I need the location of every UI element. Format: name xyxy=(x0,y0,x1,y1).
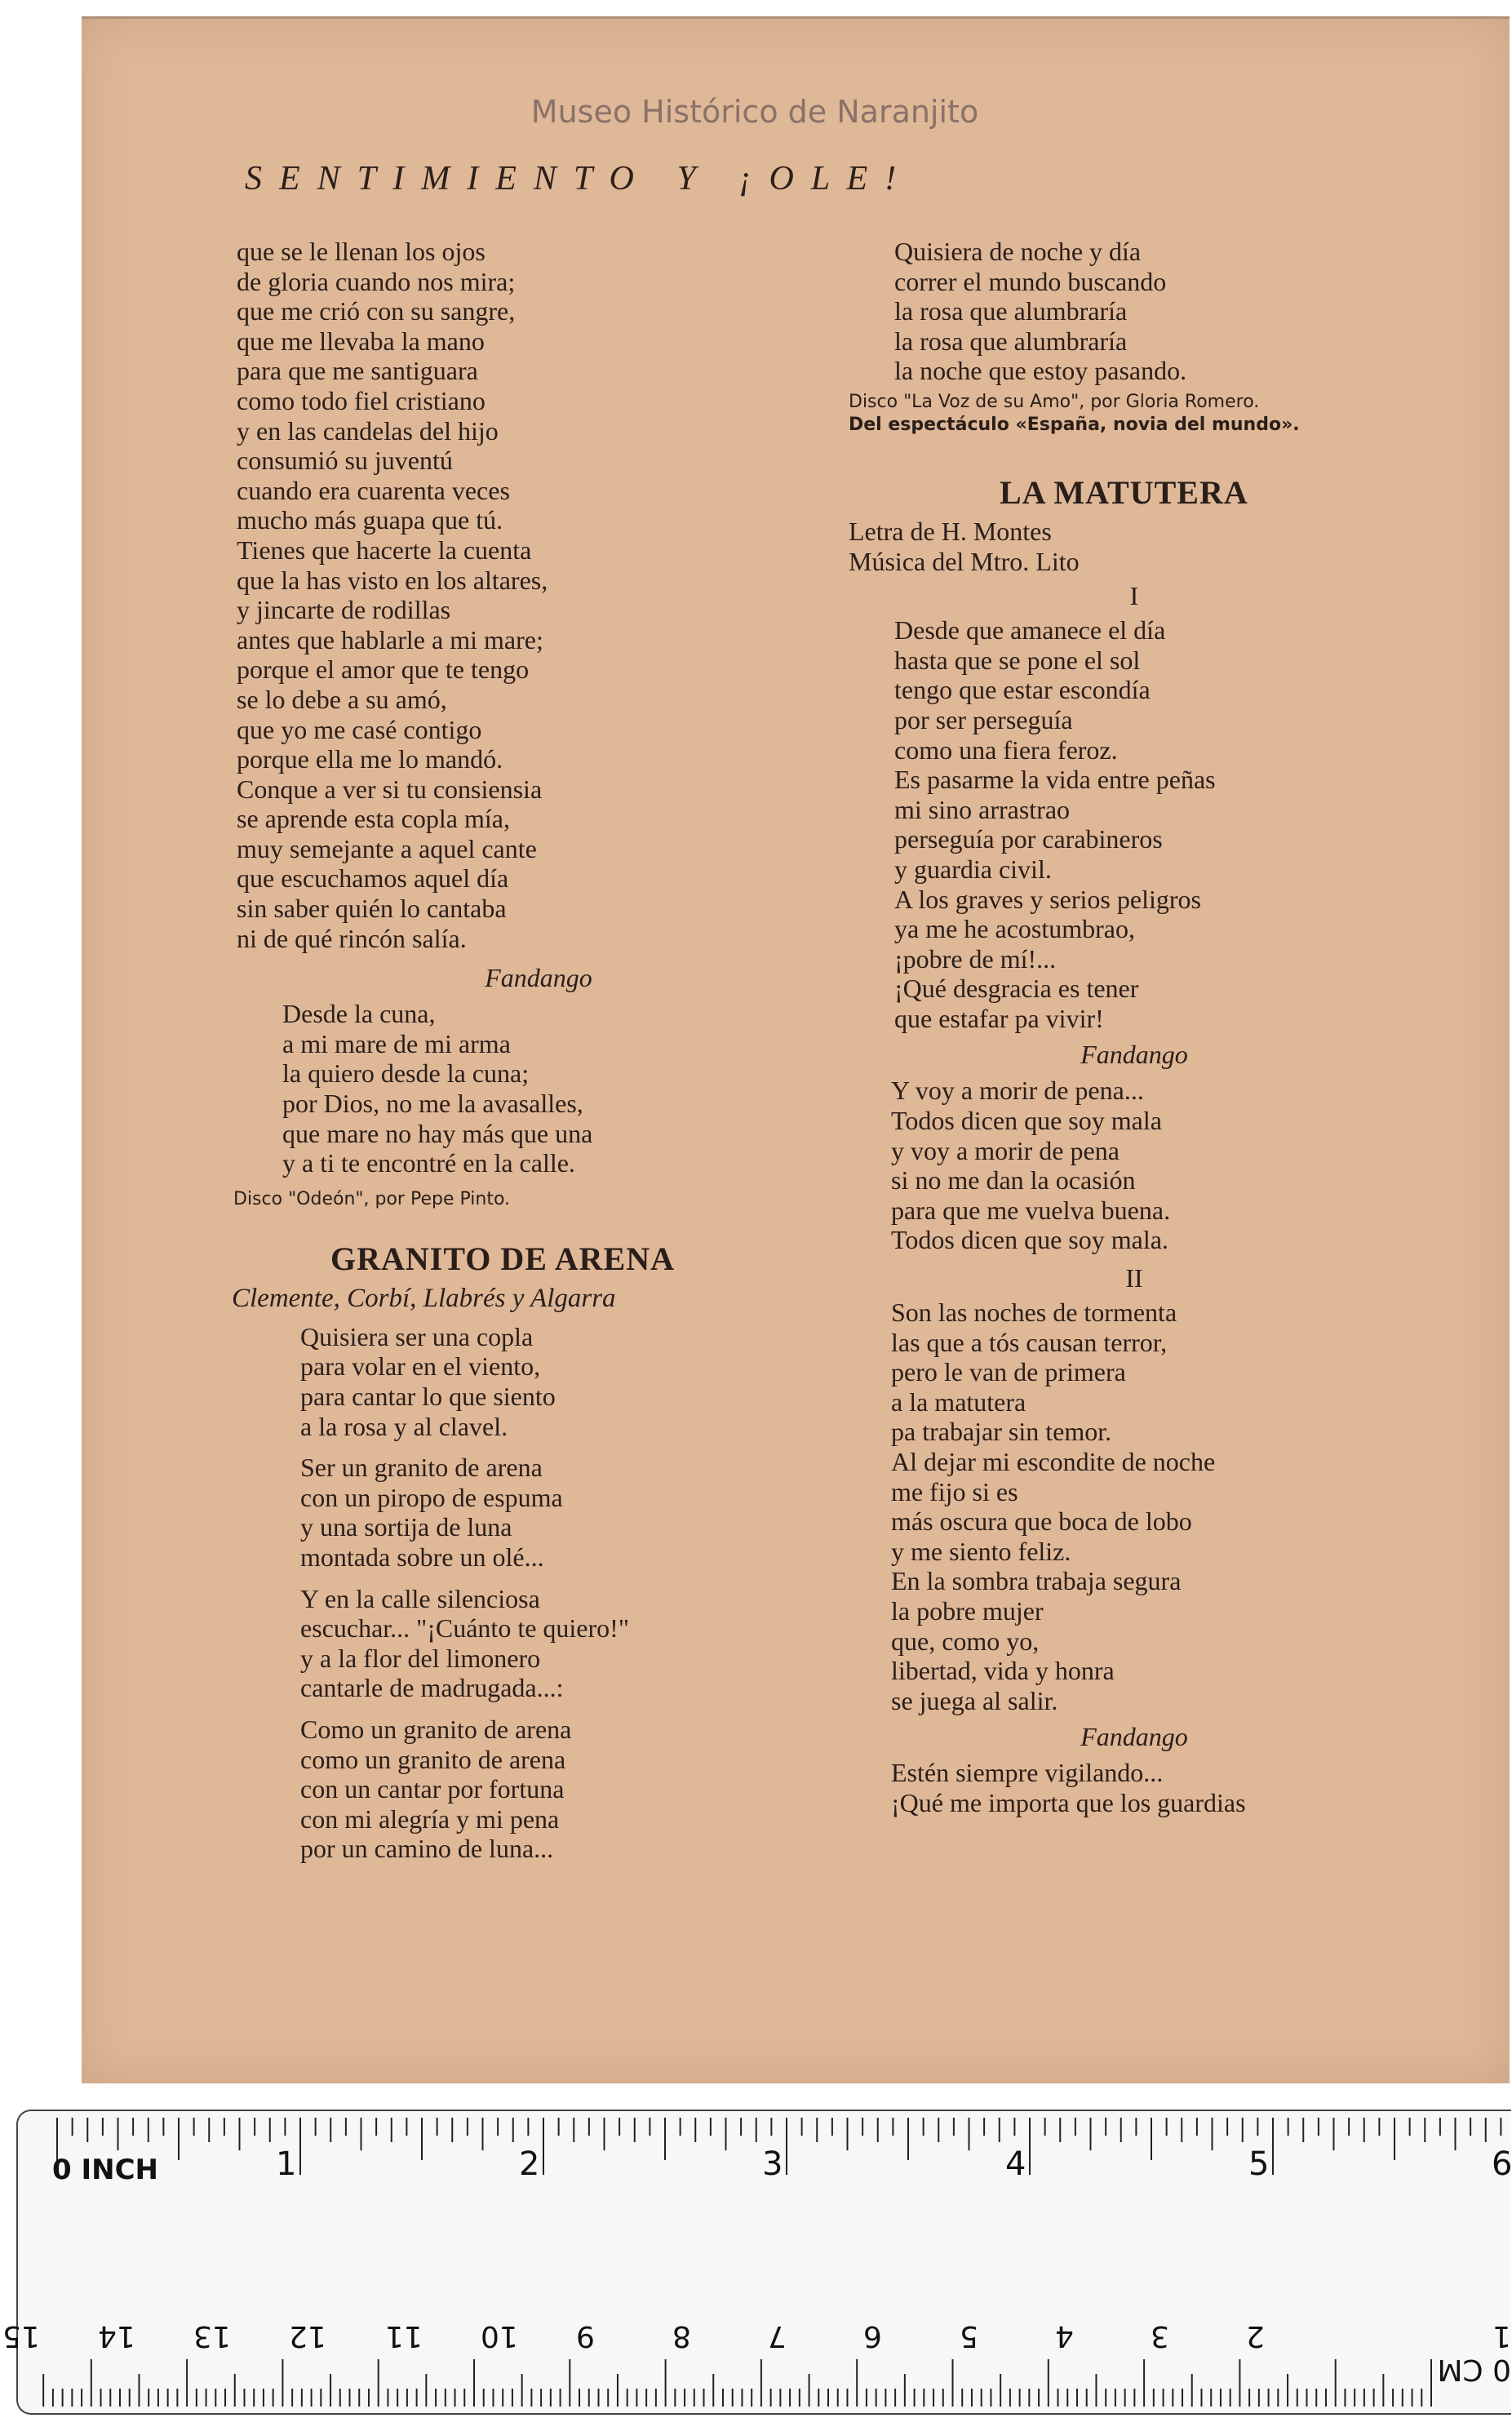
lyric-line: Todos dicen que soy mala. xyxy=(891,1225,1168,1255)
lyric-line: que me llevaba la mano xyxy=(237,326,485,356)
cm-number: 9 xyxy=(576,2319,596,2353)
lyric-line: hasta que se pone el sol xyxy=(894,645,1141,675)
inch-number: 5 xyxy=(1248,2145,1270,2183)
stanza xyxy=(300,1453,840,1572)
lyric-line: Todos dicen que soy mala xyxy=(891,1106,1162,1136)
lyric-line: que escuchamos aquel día xyxy=(237,863,509,894)
lyric-line: porque el amor que te tengo xyxy=(237,654,530,685)
part-one-lyrics xyxy=(849,615,1420,1033)
lyric-line: para volar en el viento, xyxy=(300,1351,541,1382)
lyric-line: se lo debe a su amó, xyxy=(237,684,447,714)
lyric-line: con un piropo de espuma xyxy=(300,1482,563,1512)
lyric-line: A los graves y serios peligros xyxy=(894,884,1201,914)
lyric-line: me fijo si es xyxy=(891,1476,1018,1506)
lyric-line: y guardia civil. xyxy=(894,854,1052,884)
lyric-line: y en las candelas del hijo xyxy=(237,415,499,446)
lyric-line: como una fiera feroz. xyxy=(894,734,1118,765)
cm-number: 13 xyxy=(193,2319,231,2353)
lyric-line: que yo me casé contigo xyxy=(237,714,482,744)
lyric-line: de gloria cuando nos mira; xyxy=(237,266,516,296)
lyric-line: Y en la calle silenciosa xyxy=(300,1583,540,1613)
lyric-line: por ser perseguía xyxy=(894,704,1073,734)
stanza xyxy=(300,1715,840,1864)
cm-number: 7 xyxy=(767,2319,787,2353)
lyric-line: y voy a morir de pena xyxy=(891,1135,1120,1165)
cm-number: 12 xyxy=(289,2319,327,2353)
lyric-line: cantarle de madrugada...: xyxy=(300,1673,564,1703)
lyric-line: mucho más guapa que tú. xyxy=(237,505,503,535)
composer: Música del Mtro. Lito xyxy=(849,546,1080,576)
cm-number: 3 xyxy=(1151,2319,1169,2353)
lyric-line: se juega al salir. xyxy=(891,1685,1058,1715)
lyric-line: Al dejar mi escondite de noche xyxy=(891,1447,1216,1476)
cm-number: 10 xyxy=(481,2319,518,2353)
lyric-line: Y voy a morir de pena... xyxy=(891,1076,1144,1106)
song-title: LA MATUTERA xyxy=(1000,473,1248,511)
lyric-line: a la matutera xyxy=(891,1386,1026,1417)
lyric-line: ya me he acostumbrao, xyxy=(894,914,1135,944)
cm-label: 0 CM 1 xyxy=(1437,2319,1511,2386)
lyric-line: pa trabajar sin temor. xyxy=(891,1417,1112,1447)
cm-number: 5 xyxy=(959,2319,978,2353)
lyric-line: mi sino arrastrao xyxy=(894,794,1071,824)
lyric-line: la rosa que alumbraría xyxy=(894,326,1128,356)
lyric-line: las que a tós causan terror, xyxy=(891,1327,1168,1357)
inch-number: 3 xyxy=(762,2145,783,2183)
record-credit: Disco "Odeón", por Pepe Pinto. xyxy=(233,1188,511,1209)
lyric-line: la pobre mujer xyxy=(891,1595,1044,1626)
lyric-line: escuchar... "¡Cuánto te quiero!" xyxy=(300,1613,629,1644)
inch-label: 0 INCH xyxy=(52,2154,159,2186)
cm-number: 11 xyxy=(384,2319,423,2353)
lyric-line: Desde que amanece el día xyxy=(894,615,1166,646)
part-two-label: II xyxy=(1125,1263,1143,1293)
lyric-line: para que me vuelva buena. xyxy=(891,1195,1171,1225)
fandango-label: Fandango xyxy=(485,963,592,993)
lyric-line: Desde la cuna, xyxy=(282,999,436,1029)
lyric-line: con un cantar por fortuna xyxy=(300,1774,565,1804)
lyric-line: que estafar pa vivir! xyxy=(894,1003,1104,1033)
lyric-line: la quiero desde la cuna; xyxy=(282,1058,530,1089)
right-column xyxy=(849,237,1420,1818)
lyric-line: Conque a ver si tu consiensia xyxy=(237,774,543,804)
page-header: S E N T I M I E N T O Y ¡ O L E ! xyxy=(245,160,897,197)
record-credit: Disco "La Voz de su Amo", por Gloria Romero. xyxy=(849,391,1260,412)
lyric-line: por Dios, no me la avasalles, xyxy=(282,1089,583,1119)
lyric-line: que mare no hay más que una xyxy=(282,1118,593,1148)
watermark: Museo Histórico de Naranjito xyxy=(530,94,979,130)
fandango-lyrics xyxy=(849,1758,1420,1817)
lyric-line: más oscura que boca de lobo xyxy=(891,1506,1192,1537)
inch-number: 6 xyxy=(1492,2145,1512,2183)
part-two-lyrics xyxy=(849,1298,1420,1715)
lyric-line: ¡Qué me importa que los guardias xyxy=(891,1787,1246,1817)
lyric-line: montada sobre un olé... xyxy=(300,1542,544,1572)
lyric-line: como todo fiel cristiano xyxy=(237,385,486,415)
part-one-label: I xyxy=(1129,581,1139,611)
lyricist: Letra de H. Montes xyxy=(849,516,1052,546)
lyric-line: la noche que estoy pasando. xyxy=(894,356,1187,386)
lyric-line: con mi alegría y mi pena xyxy=(300,1804,560,1834)
lyric-line: para que me santiguara xyxy=(237,356,478,386)
fandango-lyrics xyxy=(849,1076,1420,1255)
lyric-line: se aprende esta copla mía, xyxy=(237,804,510,834)
lyric-line: consumió su juventú xyxy=(237,446,453,476)
lyric-line: En la sombra trabaja segura xyxy=(891,1566,1182,1596)
lyric-line: que me crió con su sangre, xyxy=(237,296,516,326)
lyric-line: si no me dan la ocasión xyxy=(891,1165,1136,1196)
lyric-line: y me siento feliz. xyxy=(891,1536,1071,1566)
stanza xyxy=(300,1322,840,1441)
lyric-line: sin saber quién lo cantaba xyxy=(237,894,507,924)
lyric-line: Ser un granito de arena xyxy=(300,1453,543,1483)
lyric-line: Es pasarme la vida entre peñas xyxy=(894,765,1216,795)
lyric-line: ¡pobre de mí!... xyxy=(894,943,1057,974)
lyric-line: Estén siempre vigilando... xyxy=(891,1758,1164,1788)
fandango-lyrics xyxy=(237,999,840,1178)
song-title: GRANITO DE ARENA xyxy=(330,1240,675,1277)
cm-number: 8 xyxy=(672,2319,691,2353)
lyric-line: muy semejante a aquel cante xyxy=(237,833,537,863)
cm-number: 14 xyxy=(97,2319,135,2353)
lyric-line: como un granito de arena xyxy=(300,1744,566,1774)
lyric-line: a mi mare de mi arma xyxy=(282,1028,511,1058)
lyric-line: y jincarte de rodillas xyxy=(237,595,451,625)
lyric-line: Quisiera de noche y día xyxy=(894,237,1142,266)
cm-number: 4 xyxy=(1054,2319,1074,2353)
lyric-line: a la rosa y al clavel. xyxy=(300,1411,508,1441)
fandango-label: Fandango xyxy=(1080,1040,1188,1070)
inch-number: 2 xyxy=(519,2145,540,2183)
lyric-line: perseguía por carabineros xyxy=(894,824,1163,854)
lyric-line: por un camino de luna... xyxy=(300,1834,554,1864)
lyric-line: y una sortija de luna xyxy=(300,1512,512,1542)
left-column xyxy=(232,237,840,1864)
lyrics-block xyxy=(237,237,840,953)
cm-number: 2 xyxy=(1246,2319,1266,2353)
lyric-line: Como un granito de arena xyxy=(300,1714,572,1744)
lyric-line: cuando era cuarenta veces xyxy=(237,475,510,505)
lyric-line: y a la flor del limonero xyxy=(300,1643,541,1673)
lyric-line: Quisiera ser una copla xyxy=(300,1321,534,1351)
lyric-line: para cantar lo que siento xyxy=(300,1382,556,1411)
show-credit: Del espectáculo «España, novia del mundo». xyxy=(849,414,1300,435)
lyric-line: y a ti te encontré en la calle. xyxy=(282,1148,575,1178)
lyric-line: pero le van de primera xyxy=(891,1357,1126,1387)
lyric-line: la rosa que alumbraría xyxy=(894,296,1128,326)
lyric-line: ¡Qué desgracia es tener xyxy=(894,974,1139,1004)
lyric-line: que se le llenan los ojos xyxy=(237,237,486,266)
lyric-line: correr el mundo buscando xyxy=(894,266,1167,296)
lyric-line: que, como yo, xyxy=(891,1626,1040,1656)
lyric-line: Tienes que hacerte la cuenta xyxy=(237,535,532,565)
lyric-line: que la has visto en los altares, xyxy=(237,565,548,595)
fandango-label: Fandango xyxy=(1080,1722,1188,1752)
stanzas xyxy=(237,1322,840,1864)
song-authors: Clemente, Corbí, Llabrés y Algarra xyxy=(232,1283,616,1313)
lyric-line: Son las noches de tormenta xyxy=(891,1298,1177,1328)
lyric-line: ni de qué rincón salía. xyxy=(237,923,467,953)
cm-number: 6 xyxy=(863,2319,883,2353)
measuring-ruler xyxy=(2,2110,1512,2415)
inch-number: 1 xyxy=(276,2145,297,2183)
lyric-line: porque ella me lo mandó. xyxy=(237,744,503,774)
lyric-line: libertad, vida y honra xyxy=(891,1656,1115,1686)
cm-number: 15 xyxy=(2,2319,40,2353)
lyrics-block xyxy=(849,237,1420,386)
inch-number: 4 xyxy=(1005,2145,1026,2183)
stanza xyxy=(300,1584,840,1703)
lyric-line: antes que hablarle a mi mare; xyxy=(237,624,543,654)
lyric-line: tengo que estar escondía xyxy=(894,675,1151,705)
